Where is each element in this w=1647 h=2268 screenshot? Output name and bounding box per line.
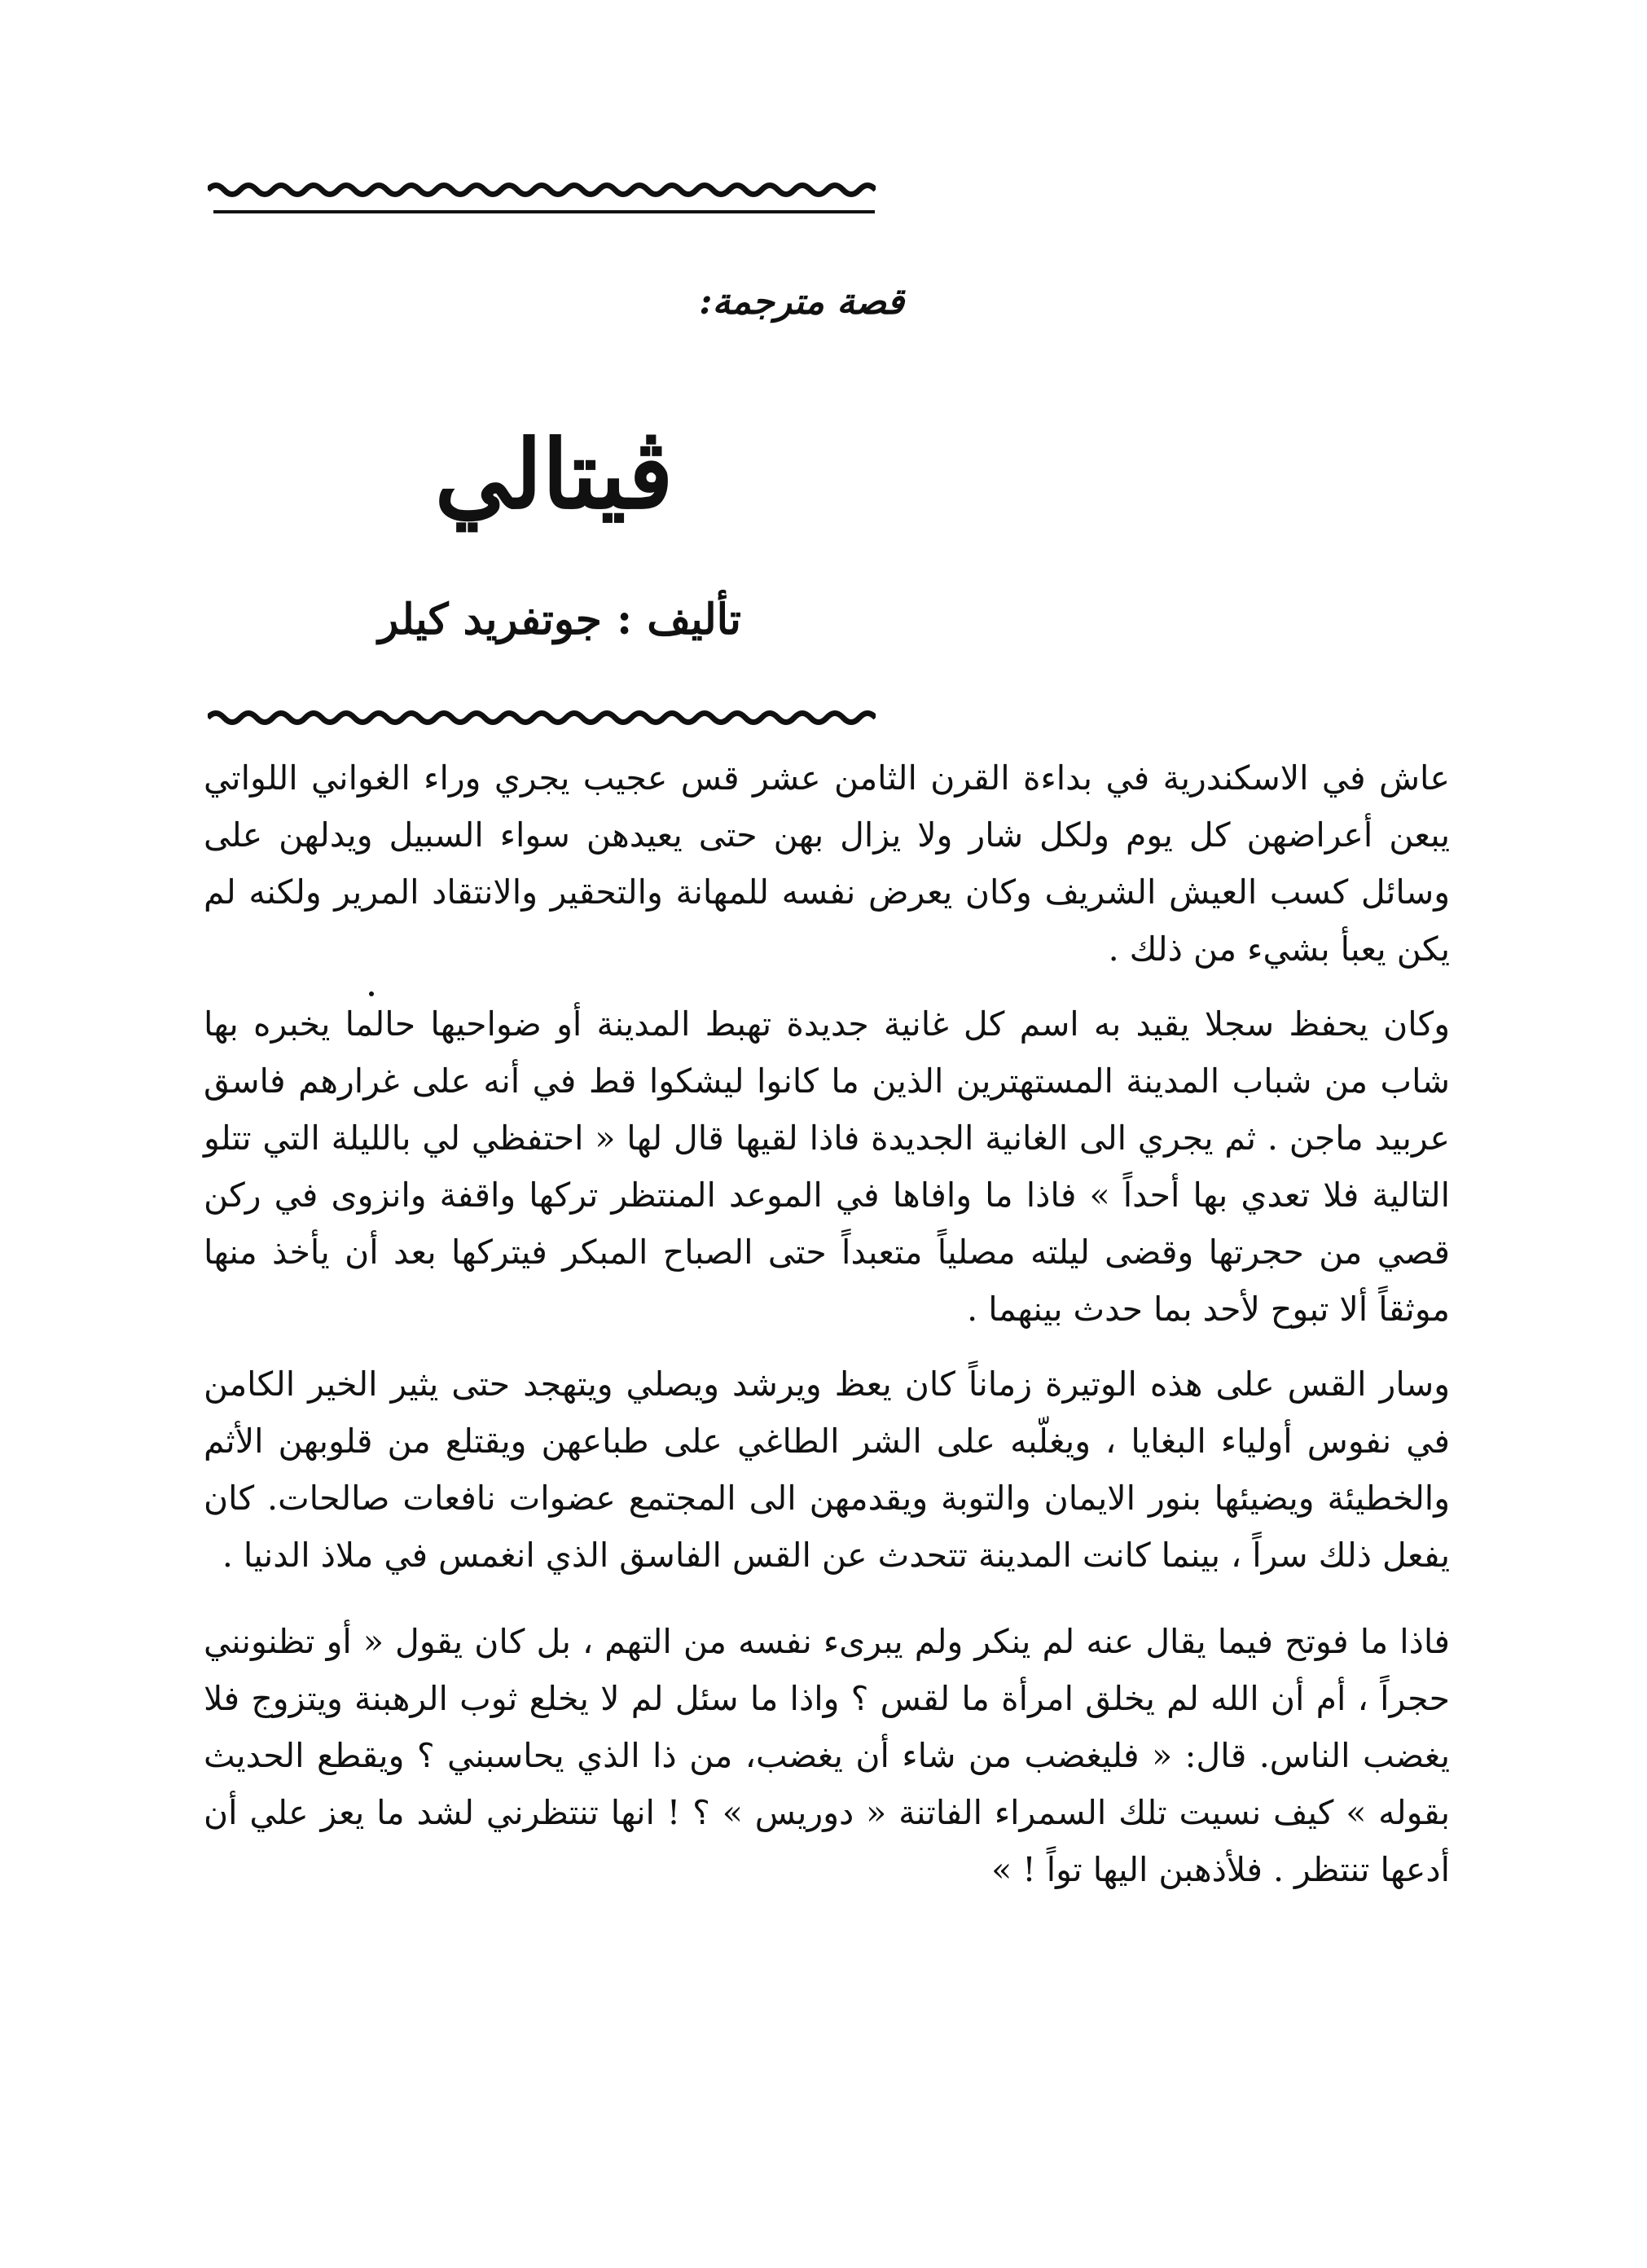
bottom-decorative-rule	[208, 709, 876, 727]
scan-speck	[369, 991, 374, 996]
author-line: تأليف : جوتفريد كيلر	[378, 595, 741, 644]
top-thin-rule	[213, 210, 875, 213]
top-decorative-rule	[208, 181, 876, 199]
story-title: ڤيتالي	[434, 420, 674, 530]
paragraph-4: فاذا ما فوتح فيما يقال عنه لم ينكر ولم يبرىء نفسه من التهم ، بل كان يقول « أو تظنونني حجراً ، أم أن الله لم يخلق امرأة ما لقس ؟ واذا ما سئل لم لا يخلع ثوب الرهبنة ويتزوج فلا يغضب الناس. قال: « فليغضب من شاء أن يغضب، من ذا الذي يحاسبني ؟ ويقطع الحديث بقوله » كيف نسيت تلك السمراء الفاتنة « دوريس » ؟ ! انها تنتظرني لشد ما يعز علي أن أدعها تنتظر . فلأذهبن اليها تواً ! »	[204, 1622, 1451, 1889]
story-subtitle: قصة مترجمة:	[699, 281, 904, 323]
paragraph-2: وكان يحفظ سجلا يقيد به اسم كل غانية جديدة تهبط المدينة أو ضواحيها حالما يخبره بها شاب من شباب المدينة المستهترين الذين ما كانوا ليشكوا قط في أنه على غرارهم فاسق عربيد ماجن . ثم يجري الى الغانية الجديدة فاذا لقيها قال لها « احتفظي لي بالليلة التي تتلو التالية فلا تعدي بها أحداً » فاذا ما وافاها في الموعد المنتظر تركها واقفة وانزوى في ركن قصي من حجرتها وقضى ليلته مصلياً متعبداً حتى الصباح المبكر فيتركها بعد أن يأخذ منها موثقاً ألا تبوح لأحد بما حدث بينهما .	[204, 1004, 1450, 1329]
story-body	[204, 749, 1450, 1898]
paragraph-1: عاش في الاسكندرية في بداءة القرن الثامن عشر قس عجيب يجري وراء الغواني اللواتي يبعن أعراضهن كل يوم ولكل شار ولا يزال بهن حتى يعيدهن سواء السبيل ويدلهن على وسائل كسب العيش الشريف وكان يعرض نفسه للمهانة والتحقير والانتقاد المرير ولكنه لم يكن يعبأ بشيء من ذلك .	[204, 758, 1450, 969]
paragraph-3: وسار القس على هذه الوتيرة زماناً كان يعظ ويرشد ويصلي ويتهجد حتى يثير الخير الكامن في نفوس أولياء البغايا ، ويغلّبه على الشر الطاغي على طباعهن ويقتلع من قلوبهن الأثم والخطيئة ويضيئها بنور الايمان والتوبة ويقدمهن الى المجتمع عضوات نافعات صالحات. كان يفعل ذلك سراً ، بينما كانت المدينة تتحدث عن القس الفاسق الذي انغمس في ملاذ الدنيا .	[204, 1365, 1450, 1575]
